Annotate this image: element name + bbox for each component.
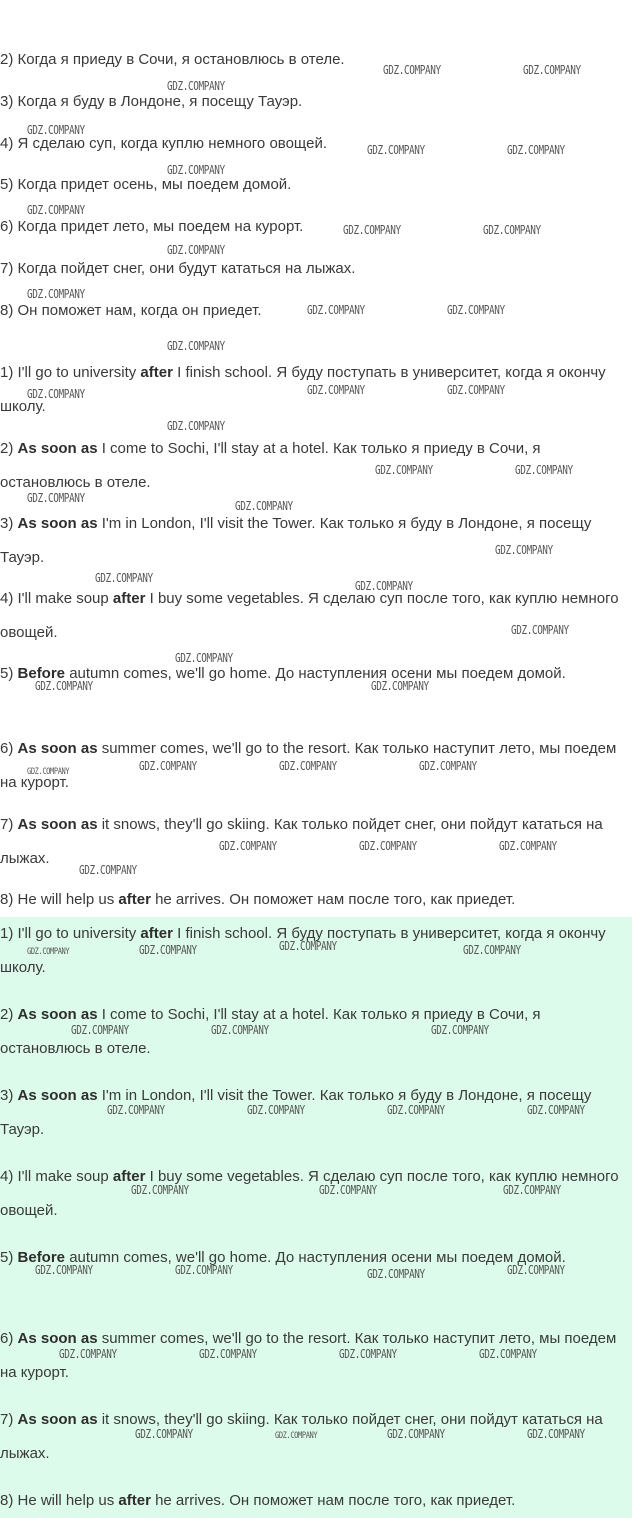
watermark: GDZ.COMPANY xyxy=(507,143,565,157)
top-sentence-3: 3) Когда я буду в Лондоне, я посещу Тауэр. xyxy=(0,93,303,110)
watermark: GDZ.COMPANY xyxy=(167,163,225,177)
watermark: GDZ.COMPANY xyxy=(511,623,569,637)
answer-a-2: 2) As soon as I come to Sochi, I'll stay at a hotel. Как только я приеду в Сочи, я остановлюсь в отеле. xyxy=(0,440,541,491)
watermark: GDZ.COMPANY xyxy=(131,1183,189,1197)
watermark: GDZ.COMPANY xyxy=(211,1023,269,1037)
watermark: GDZ.COMPANY xyxy=(167,339,225,353)
watermark: GDZ.COMPANY xyxy=(235,499,293,513)
watermark: GDZ.COMPANY xyxy=(387,1103,445,1117)
watermark: GDZ.COMPANY xyxy=(447,303,505,317)
answer-b-4: 4) I'll make soup after I buy some vegetables. Я сделаю суп после того, как куплю немного овощей. xyxy=(0,1168,619,1219)
watermark: GDZ.COMPANY xyxy=(279,759,337,773)
answer-a-8: 8) He will help us after he arrives. Он поможет нам после того, как приедет. xyxy=(0,891,516,908)
watermark: GDZ.COMPANY xyxy=(319,1183,377,1197)
top-sentence-5: 5) Когда придет осень, мы поедем домой. xyxy=(0,176,292,193)
watermark: GDZ.COMPANY xyxy=(343,223,401,237)
watermark: GDZ.COMPANY xyxy=(359,839,417,853)
answer-b-8: 8) He will help us after he arrives. Он поможет нам после того, как приедет. xyxy=(0,1492,516,1509)
watermark: GDZ.COMPANY xyxy=(355,579,413,593)
answer-a-1: 1) I'll go to university after I finish school. Я буду поступать в университет, когда я окончу школу. xyxy=(0,364,606,415)
answer-a-4: 4) I'll make soup after I buy some vegetables. Я сделаю суп после того, как куплю немного овощей. xyxy=(0,590,619,641)
watermark: GDZ.COMPANY xyxy=(35,679,93,693)
watermark: GDZ.COMPANY xyxy=(27,767,70,777)
top-sentence-8: 8) Он поможет нам, когда он приедет. xyxy=(0,302,262,319)
watermark: GDZ.COMPANY xyxy=(27,491,85,505)
watermark: GDZ.COMPANY xyxy=(447,383,505,397)
watermark: GDZ.COMPANY xyxy=(275,1431,318,1441)
watermark: GDZ.COMPANY xyxy=(167,79,225,93)
watermark: GDZ.COMPANY xyxy=(367,143,425,157)
watermark: GDZ.COMPANY xyxy=(35,1263,93,1277)
watermark: GDZ.COMPANY xyxy=(27,203,85,217)
answer-b-7: 7) As soon as it snows, they'll go skiing. Как только пойдет снег, они пойдут кататься на лыжах. xyxy=(0,1411,603,1462)
watermark: GDZ.COMPANY xyxy=(107,1103,165,1117)
watermark: GDZ.COMPANY xyxy=(247,1103,305,1117)
watermark: GDZ.COMPANY xyxy=(527,1103,585,1117)
watermark: GDZ.COMPANY xyxy=(27,947,70,957)
watermark: GDZ.COMPANY xyxy=(279,939,337,953)
watermark: GDZ.COMPANY xyxy=(387,1427,445,1441)
watermark: GDZ.COMPANY xyxy=(419,759,477,773)
watermark: GDZ.COMPANY xyxy=(479,1347,537,1361)
watermark: GDZ.COMPANY xyxy=(139,943,197,957)
watermark: GDZ.COMPANY xyxy=(79,863,137,877)
watermark: GDZ.COMPANY xyxy=(515,463,573,477)
watermark: GDZ.COMPANY xyxy=(483,223,541,237)
watermark: GDZ.COMPANY xyxy=(507,1263,565,1277)
top-sentence-6: 6) Когда придет лето, мы поедем на курорт. xyxy=(0,218,304,235)
watermark: GDZ.COMPANY xyxy=(219,839,277,853)
answer-b-6: 6) As soon as summer comes, we'll go to the resort. Как только наступит лето, мы поедем на курорт. xyxy=(0,1330,617,1381)
answer-b-1: 1) I'll go to university after I finish school. Я буду поступать в университет, когда я окончу школу. xyxy=(0,925,606,976)
answer-a-3: 3) As soon as I'm in London, I'll visit the Tower. Как только я буду в Лондоне, я посещу Тауэр. xyxy=(0,515,592,566)
watermark: GDZ.COMPANY xyxy=(27,123,85,137)
watermark: GDZ.COMPANY xyxy=(175,1263,233,1277)
watermark: GDZ.COMPANY xyxy=(495,543,553,557)
watermark: GDZ.COMPANY xyxy=(463,943,521,957)
top-sentence-7: 7) Когда пойдет снег, они будут кататься на лыжах. xyxy=(0,260,356,277)
watermark: GDZ.COMPANY xyxy=(431,1023,489,1037)
top-sentence-4: 4) Я сделаю суп, когда куплю немного овощей. xyxy=(0,135,327,152)
watermark: GDZ.COMPANY xyxy=(27,387,85,401)
watermark: GDZ.COMPANY xyxy=(503,1183,561,1197)
answer-a-5: 5) Before autumn comes, we'll go home. До наступления осени мы поедем домой. xyxy=(0,665,566,682)
watermark: GDZ.COMPANY xyxy=(175,651,233,665)
watermark: GDZ.COMPANY xyxy=(167,419,225,433)
answer-a-6: 6) As soon as summer comes, we'll go to the resort. Как только наступит лето, мы поедем на курорт. xyxy=(0,740,617,791)
watermark: GDZ.COMPANY xyxy=(199,1347,257,1361)
top-sentence-2: 2) Когда я приеду в Сочи, я остановлюсь в отеле. xyxy=(0,51,345,68)
watermark: GDZ.COMPANY xyxy=(383,63,441,77)
watermark: GDZ.COMPANY xyxy=(95,571,153,585)
answer-b-2: 2) As soon as I come to Sochi, I'll stay at a hotel. Как только я приеду в Сочи, я остановлюсь в отеле. xyxy=(0,1006,541,1057)
answer-b-3: 3) As soon as I'm in London, I'll visit the Tower. Как только я буду в Лондоне, я посещу Тауэр. xyxy=(0,1087,592,1138)
watermark: GDZ.COMPANY xyxy=(27,287,85,301)
watermark: GDZ.COMPANY xyxy=(71,1023,129,1037)
watermark: GDZ.COMPANY xyxy=(307,383,365,397)
watermark: GDZ.COMPANY xyxy=(523,63,581,77)
watermark: GDZ.COMPANY xyxy=(167,243,225,257)
watermark: GDZ.COMPANY xyxy=(339,1347,397,1361)
watermark: GDZ.COMPANY xyxy=(499,839,557,853)
answer-a-7: 7) As soon as it snows, they'll go skiing. Как только пойдет снег, они пойдут кататься на лыжах. xyxy=(0,816,603,867)
watermark: GDZ.COMPANY xyxy=(375,463,433,477)
answer-b-5: 5) Before autumn comes, we'll go home. До наступления осени мы поедем домой. xyxy=(0,1249,566,1266)
watermark: GDZ.COMPANY xyxy=(371,679,429,693)
watermark: GDZ.COMPANY xyxy=(135,1427,193,1441)
watermark: GDZ.COMPANY xyxy=(139,759,197,773)
watermark: GDZ.COMPANY xyxy=(527,1427,585,1441)
watermark: GDZ.COMPANY xyxy=(307,303,365,317)
watermark: GDZ.COMPANY xyxy=(59,1347,117,1361)
watermark: GDZ.COMPANY xyxy=(367,1267,425,1281)
